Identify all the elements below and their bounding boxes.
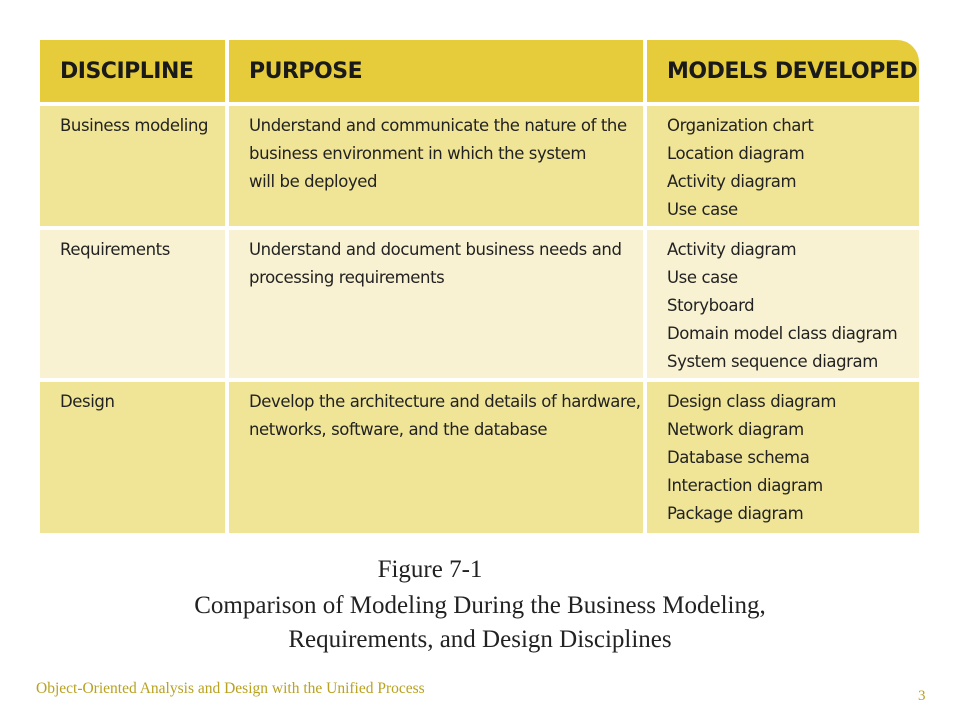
- purpose-line: business environment in which the system: [249, 144, 587, 163]
- figure-caption-line2: Requirements, and Design Disciplines: [288, 626, 672, 653]
- model-item: Package diagram: [667, 504, 804, 523]
- table-row: [40, 230, 919, 378]
- model-item: Use case: [667, 268, 738, 287]
- purpose-line: will be deployed: [249, 172, 378, 191]
- table-row: [40, 382, 919, 533]
- page-number: 3: [918, 688, 926, 704]
- purpose-line: Understand and document business needs and: [249, 240, 622, 259]
- column-divider: [225, 230, 229, 378]
- purpose-line: processing requirements: [249, 268, 445, 287]
- column-divider: [225, 106, 229, 226]
- discipline-cell: [40, 230, 225, 378]
- purpose-cell: [229, 230, 643, 378]
- header-discipline: DISCIPLINE: [60, 58, 194, 84]
- purpose-line: networks, software, and the database: [249, 420, 548, 439]
- model-item: Interaction diagram: [667, 476, 823, 495]
- model-item: Activity diagram: [667, 240, 797, 259]
- book-title-footer: Object-Oriented Analysis and Design with the Unified Process: [36, 680, 425, 697]
- model-item: Location diagram: [667, 144, 805, 163]
- header-models-developed: MODELS DEVELOPED: [667, 58, 918, 84]
- models-cell: [647, 230, 919, 378]
- purpose-cell: [229, 382, 643, 533]
- model-item: Domain model class diagram: [667, 324, 898, 343]
- column-divider: [643, 106, 647, 226]
- model-item: Organization chart: [667, 116, 814, 135]
- purpose-line: Develop the architecture and details of hardware,: [249, 392, 641, 411]
- column-divider: [643, 382, 647, 533]
- table-header-row: [40, 40, 919, 102]
- model-item: Storyboard: [667, 296, 755, 315]
- modeling-comparison-table: [40, 40, 919, 533]
- purpose-line: Understand and communicate the nature of the: [249, 116, 627, 135]
- figure-caption-line1: Comparison of Modeling During the Business Modeling,: [194, 592, 766, 619]
- discipline-label: Business modeling: [60, 116, 209, 135]
- column-divider: [643, 230, 647, 378]
- discipline-label: Requirements: [60, 240, 170, 259]
- model-item: Design class diagram: [667, 392, 837, 411]
- header-divider: [643, 40, 647, 102]
- figure-label: Figure 7-1: [377, 556, 483, 583]
- discipline-label: Design: [60, 392, 115, 411]
- purpose-cell: [229, 106, 643, 226]
- model-item: Network diagram: [667, 420, 804, 439]
- discipline-cell: [40, 106, 225, 226]
- header-divider: [225, 40, 229, 102]
- model-item: Activity diagram: [667, 172, 797, 191]
- model-item: Use case: [667, 200, 738, 219]
- discipline-cell: [40, 382, 225, 533]
- models-cell: [647, 106, 919, 226]
- models-cell: [647, 382, 919, 533]
- table-row: [40, 106, 919, 226]
- header-purpose: PURPOSE: [249, 58, 363, 84]
- model-item: System sequence diagram: [667, 352, 878, 371]
- column-divider: [225, 382, 229, 533]
- model-item: Database schema: [667, 448, 810, 467]
